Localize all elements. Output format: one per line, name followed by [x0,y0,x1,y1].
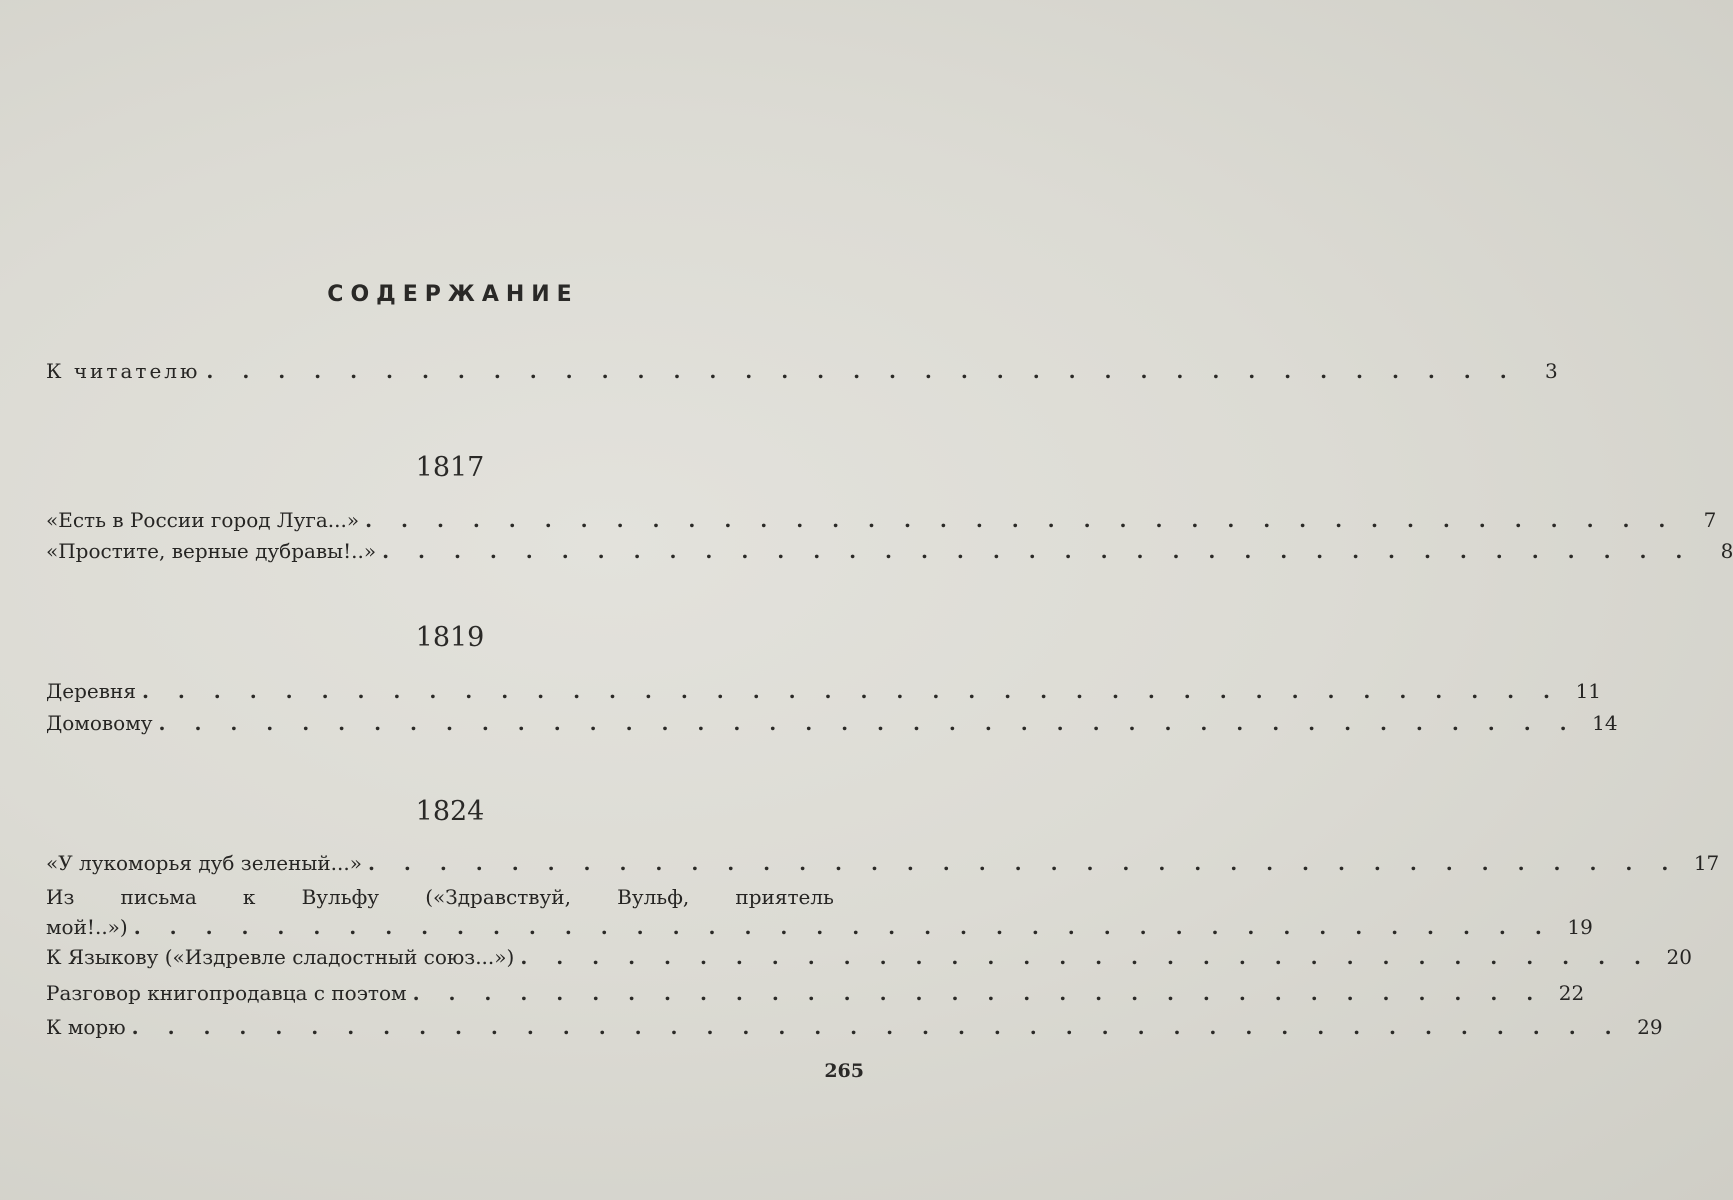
toc-entry-page: 20 [1666,945,1692,969]
toc-entry-page: 29 [1637,1015,1663,1039]
toc-entry[interactable] [46,942,1692,972]
toc-entry-page: 3 [1544,359,1558,383]
toc-entry-label: «Простите, верные дубравы!..» [46,539,377,563]
word: приятель [735,885,834,909]
section-year-1819: 1819 [415,622,485,653]
leader-dots: . . . . . . . . . . . . . . . . . . . . . . . . . . . . . . . . . . . . . . . . [141,679,1562,703]
section-year-1817: 1817 [415,452,485,483]
toc-entry-label: мой!..») [46,915,128,939]
toc-entry-page: 8 [1720,539,1733,563]
toc-entry-page: 17 [1693,851,1720,875]
word: Вульфу [301,885,380,909]
leader-dots: . . . . . . . . . . . . . . . . . . . . . . . . . . . . . . . . [412,981,1545,1005]
toc-entry[interactable] [46,1012,1663,1042]
toc-entry-label: К морю [46,1015,126,1039]
toc-entry-label: К Языкову («Издревле сладостный союз...») [46,945,515,969]
toc-entry[interactable] [46,536,1733,566]
toc-entry[interactable] [46,912,1593,942]
toc-entry-page: 7 [1703,508,1717,532]
leader-dots: . . . . . . . . . . . . . . . . . . . . . . . . . . . . . . . . . . . . . . . . [158,711,1578,735]
toc-entry-page: 11 [1575,679,1602,703]
leader-dots: . . . . . . . . . . . . . . . . . . . . . . . . . . . . . . . . . . . . . . . . [133,915,1553,939]
toc-entry[interactable] [46,708,1618,738]
page-number: 265 [824,1060,864,1082]
word: («Здравствуй, [425,885,571,909]
toc-entry-label: Деревня [46,679,136,703]
contents-title: СОДЕРЖАНИЕ [327,282,579,307]
toc-entry[interactable] [46,848,1720,878]
toc-entry-label: Домовому [46,711,153,735]
leader-dots: . . . . . . . . . . . . . . . . . . . . . . . . . . . . . . . . [520,945,1652,969]
word: Из [46,885,75,909]
word: к [242,885,256,909]
word: Вульф, [617,885,690,909]
section-year-1824: 1824 [415,796,485,827]
toc-entry-label: Разговор книгопродавца с поэтом [46,981,407,1005]
toc-entry-label: «У лукоморья дуб зеленый...» [46,851,362,875]
toc-entry-page: 22 [1558,981,1585,1005]
toc-entry[interactable] [46,505,1717,535]
toc-entry[interactable] [46,676,1602,706]
word: письма [120,885,197,909]
leader-dots: . . . . . . . . . . . . . . . . . . . . . . . . . . . . . . . . . . . . . [365,508,1677,532]
toc-entry[interactable] [46,978,1585,1008]
leader-dots: . . . . . . . . . . . . . . . . . . . . . . . . . . . . . . . . . . . . . . . . . . [131,1015,1623,1039]
toc-entry-label: «Есть в России город Луга...» [46,508,360,532]
toc-entry-intro[interactable] [46,356,1558,386]
leader-dots: . . . . . . . . . . . . . . . . . . . . . . . . . . . . . . . . . . . . . [382,539,1694,563]
leader-dots: . . . . . . . . . . . . . . . . . . . . . . . . . . . . . . . . . . . . . [206,359,1518,383]
toc-entry-page: 19 [1567,915,1593,939]
toc-entry-line1[interactable] [46,882,834,912]
toc-entry-page: 14 [1592,711,1618,735]
leader-dots: . . . . . . . . . . . . . . . . . . . . . . . . . . . . . . . . . . . . . [367,851,1680,875]
toc-entry-label: К читателю [46,359,201,383]
